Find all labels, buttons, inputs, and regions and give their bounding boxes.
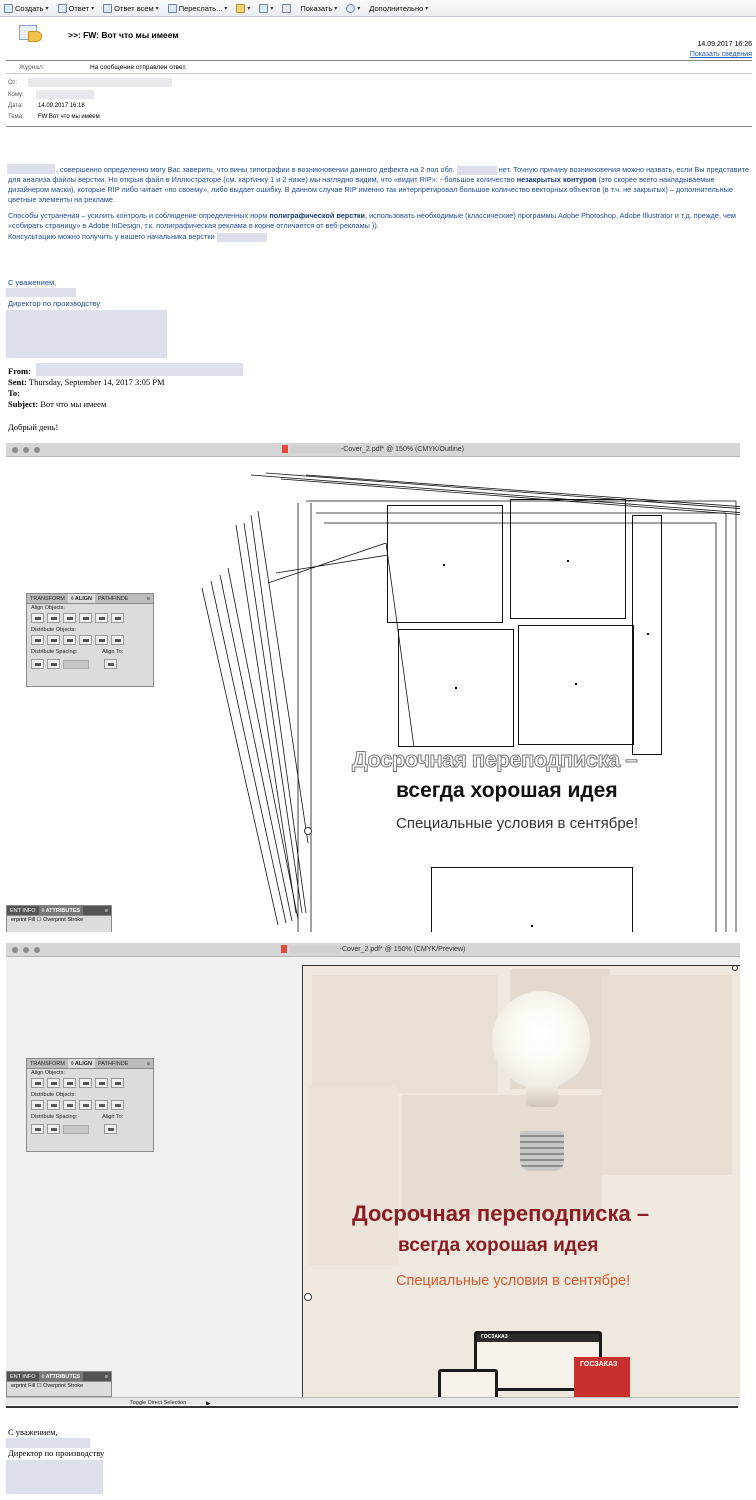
message-subject: >>: FW: Вот что мы имеем xyxy=(68,30,179,40)
to-label: Кому: xyxy=(8,92,24,98)
spacing-vertical-icon[interactable] xyxy=(31,1124,44,1134)
panel-menu-icon[interactable]: ≡ xyxy=(146,1061,150,1067)
poster-headline-2: всегда хорошая идея xyxy=(398,1235,599,1256)
overprint-stroke-label: Overprint Stroke xyxy=(43,1383,84,1389)
journal-divider xyxy=(6,73,752,74)
monitor-image: ГОСЗАКАЗ xyxy=(474,1331,602,1391)
journal-text: На сообщение отправлен ответ. xyxy=(90,64,187,71)
illustrator-preview-screenshot xyxy=(6,943,740,1405)
magazine-cover: ГОСЗАКАЗ xyxy=(574,1357,630,1405)
distribute-top-icon[interactable] xyxy=(31,635,44,645)
distribute-vcenter-icon[interactable] xyxy=(47,635,60,645)
status-bar xyxy=(6,1397,740,1405)
tab-pathfinder[interactable]: PATHFINDE xyxy=(98,1061,129,1067)
head-redacted xyxy=(217,233,267,242)
distribute-right-icon[interactable] xyxy=(111,1100,124,1110)
fwd-from: From: xyxy=(8,366,31,376)
align-to-label: Align To: xyxy=(102,649,124,655)
delete-button[interactable] xyxy=(282,4,291,13)
anchor-point-icon[interactable] xyxy=(304,1293,312,1301)
anchor-point-icon[interactable] xyxy=(732,965,738,971)
forward-button[interactable]: Переслать... ▾ xyxy=(168,4,228,13)
distribute-vcenter-icon[interactable] xyxy=(47,1100,60,1110)
attributes-panel[interactable]: ENT INFO ◊ ATTRIBUTES ≡ erprint Fill ☐ Overprint Stroke xyxy=(6,905,112,932)
align-top-icon[interactable] xyxy=(79,613,92,623)
lightbulb-base xyxy=(520,1131,564,1171)
align-bottom-icon[interactable] xyxy=(111,1078,124,1088)
body-paragraph-2: Способы устранения – усилить контроль и соблюдение определенных норм полиграфической верстки, использовать необходимые (классические) программы Adobe Photoshop, Adobe Illustrator и т.д. прежде, чем «собирать страницу» в Adobe InDesign, т.к. полиграфическая реклама в корне отличается от веб-рекламы )). xyxy=(8,211,736,230)
distribute-left-icon[interactable] xyxy=(79,1100,92,1110)
lightbulb-icon xyxy=(492,991,590,1089)
pdf-icon xyxy=(281,945,287,953)
signature-block-redacted xyxy=(6,310,167,358)
spacing-input[interactable] xyxy=(63,1125,89,1134)
fwd-from-redacted xyxy=(36,363,243,376)
subject-value: FW:Вот что мы имеем xyxy=(38,114,100,120)
align-objects-label: Align Objects: xyxy=(31,605,65,611)
flag-button[interactable]: ▾ xyxy=(259,4,273,13)
distribute-hcenter-icon[interactable] xyxy=(95,1100,108,1110)
align-to-selection-icon[interactable] xyxy=(104,659,117,669)
journal-label: Журнал: xyxy=(19,64,45,71)
attr-panel-menu-icon[interactable]: ≡ xyxy=(104,1374,108,1380)
outline-headline-2: всегда хорошая идея xyxy=(396,779,618,802)
signature-regards: С уважением, xyxy=(8,278,57,287)
new-mail-icon xyxy=(4,4,13,13)
delete-icon xyxy=(282,4,291,13)
header-divider xyxy=(6,60,752,61)
window-titlebar xyxy=(6,943,740,957)
overprint-fill-label: erprint Fill xyxy=(11,917,36,923)
tab-attributes[interactable]: ◊ ATTRIBUTES xyxy=(39,1372,83,1381)
to-redacted xyxy=(36,90,94,99)
archive-icon xyxy=(236,4,245,13)
align-right-icon[interactable] xyxy=(63,613,76,623)
closing-name-redacted xyxy=(6,1438,90,1448)
distribute-left-icon[interactable] xyxy=(79,635,92,645)
signature-position: Директор по производству xyxy=(8,299,101,308)
body-paragraph-1: , совершенно определенно могу Вас заверить, что вины типографии в возникновении данного дефекта на 2 пол обл. нет. Точную причину возникновения можно назвать, если Вы представите для анализа файлы верстки. Но открыв файл в Иллюстраторе (см. картинку 1 и 2 ниже) мы наглядно видим, что «видит RIP»: - большое количество незакрытых контуров (это скорее всего накладываемые дизайнером маски), которые RIP либо читает «по своему», либо выдает ошибку. В данном случае RIP именно так интерпретировал большое количество векторных объектов (в т.ч. не закрытых) – дополнительные цветные элементы на рекламе. xyxy=(8,165,749,204)
distribute-objects-row xyxy=(27,634,153,648)
tab-document-info[interactable]: ENT INFO xyxy=(10,908,36,914)
from-label: От: xyxy=(8,80,18,86)
distribute-right-icon[interactable] xyxy=(111,635,124,645)
fwd-sent: Sent: Thursday, September 14, 2017 3:05 PM xyxy=(8,377,165,387)
distribute-spacing-label: Distribute Spacing: xyxy=(31,649,78,655)
fwd-to: To: xyxy=(8,388,20,398)
attr-panel-menu-icon[interactable]: ≡ xyxy=(104,908,108,914)
align-left-icon[interactable] xyxy=(31,1078,44,1088)
distribute-objects-label: Distribute Objects: xyxy=(31,1092,76,1098)
window-title: -Cover_2.pdf* @ 150% (CMYK/Outline) xyxy=(340,445,465,453)
attributes-panel[interactable]: ENT INFO ◊ ATTRIBUTES ≡ erprint Fill ☐ Overprint Stroke xyxy=(6,1371,112,1397)
reply-all-button[interactable]: Ответ всем ▾ xyxy=(103,4,159,13)
illustrator-outline-screenshot xyxy=(6,443,740,932)
distribute-hcenter-icon[interactable] xyxy=(95,635,108,645)
tab-transform[interactable]: TRANSFORM xyxy=(30,596,65,602)
fwd-subject: Subject: Вот что мы имеем xyxy=(8,399,107,409)
align-vcenter-icon[interactable] xyxy=(95,613,108,623)
status-menu-icon[interactable]: ▶ xyxy=(206,1401,211,1405)
distribute-top-icon[interactable] xyxy=(31,1100,44,1110)
spacing-horizontal-icon[interactable] xyxy=(47,1124,60,1134)
align-top-icon[interactable] xyxy=(79,1078,92,1088)
align-right-icon[interactable] xyxy=(63,1078,76,1088)
message-date: 14.09.2017 16:26 xyxy=(697,41,752,48)
meta-divider xyxy=(6,126,752,127)
tab-align[interactable]: ◊ ALIGN xyxy=(68,1059,95,1068)
distribute-spacing-label: Distribute Spacing: xyxy=(31,1114,78,1120)
window-title: -Cover_2.pdf* @ 150% (CMYK/Preview) xyxy=(339,945,466,953)
more-button[interactable]: Дополнительно ▾ xyxy=(369,3,429,13)
archive-button[interactable]: ▾ xyxy=(236,4,250,13)
body-paragraph-3: Консультацию можно получить у нашего начальника верстки xyxy=(8,232,753,242)
signature-name-redacted xyxy=(6,288,76,297)
search-icon xyxy=(346,4,355,13)
new-button[interactable]: Создать ▾ xyxy=(4,4,49,13)
subject-label: Тема: xyxy=(8,114,24,120)
show-details-link[interactable]: Показать сведения xyxy=(689,51,752,58)
reply-button[interactable]: Ответ ▾ xyxy=(58,4,95,13)
distribute-bottom-icon[interactable] xyxy=(63,635,76,645)
tab-align[interactable]: ◊ ALIGN xyxy=(68,594,95,603)
overprint-stroke-label: Overprint Stroke xyxy=(43,917,84,923)
align-hcenter-icon[interactable] xyxy=(47,1078,60,1088)
flag-icon xyxy=(259,4,268,13)
align-hcenter-icon[interactable] xyxy=(47,613,60,623)
align-bottom-icon[interactable] xyxy=(111,613,124,623)
align-objects-row xyxy=(27,612,153,626)
fwd-greeting: Добрый день! xyxy=(8,422,59,432)
spacing-horizontal-icon[interactable] xyxy=(47,659,60,669)
spacing-input[interactable] xyxy=(63,660,89,669)
align-vcenter-icon[interactable] xyxy=(95,1078,108,1088)
date-value: 14.09.2017 16:18 xyxy=(38,103,85,109)
poster-headline-3: Специальные условия в сентябре! xyxy=(396,1273,631,1289)
align-left-icon[interactable] xyxy=(31,613,44,623)
date-label: Дата: xyxy=(8,103,23,109)
tab-attributes[interactable]: ◊ ATTRIBUTES xyxy=(39,906,83,915)
outline-headline-1: Досрочная переподписка – xyxy=(352,747,638,772)
from-redacted xyxy=(28,78,172,87)
distribute-bottom-icon[interactable] xyxy=(63,1100,76,1110)
search-button[interactable]: ▾ xyxy=(346,4,360,13)
show-button[interactable]: Показать ▾ xyxy=(300,3,338,13)
overprint-fill-label: erprint Fill xyxy=(11,1383,36,1389)
tab-document-info[interactable]: ENT INFO xyxy=(10,1374,36,1380)
align-to-selection-icon[interactable] xyxy=(104,1124,117,1134)
poster-headline-1: Досрочная переподписка – xyxy=(352,1201,650,1226)
panel-menu-icon[interactable]: ≡ xyxy=(146,596,150,602)
tab-transform[interactable]: TRANSFORM xyxy=(30,1061,65,1067)
closing-regards: С уважением, xyxy=(8,1427,58,1437)
closing-position: Директор по производству xyxy=(8,1448,105,1458)
message-replied-icon xyxy=(19,22,43,44)
reply-icon xyxy=(58,4,67,13)
align-objects-label: Align Objects: xyxy=(31,1070,65,1076)
closing-block-redacted xyxy=(6,1460,103,1494)
status-text: Toggle Direct Selection xyxy=(130,1400,187,1405)
reply-all-icon xyxy=(103,4,112,13)
outline-headline-3: Специальные условия в сентябре! xyxy=(396,815,639,832)
spacing-vertical-icon[interactable] xyxy=(31,659,44,669)
align-panel[interactable] xyxy=(26,593,154,687)
tab-pathfinder[interactable]: PATHFINDE xyxy=(98,596,129,602)
distribute-objects-label: Distribute Objects: xyxy=(31,627,76,633)
issue-redacted xyxy=(457,166,497,175)
anchor-point-icon[interactable] xyxy=(304,827,312,835)
align-to-label: Align To: xyxy=(102,1114,124,1120)
align-panel[interactable] xyxy=(26,1058,154,1152)
screenshot-bottom-border xyxy=(6,1406,738,1408)
mail-toolbar xyxy=(0,0,756,17)
forward-icon xyxy=(168,4,177,13)
